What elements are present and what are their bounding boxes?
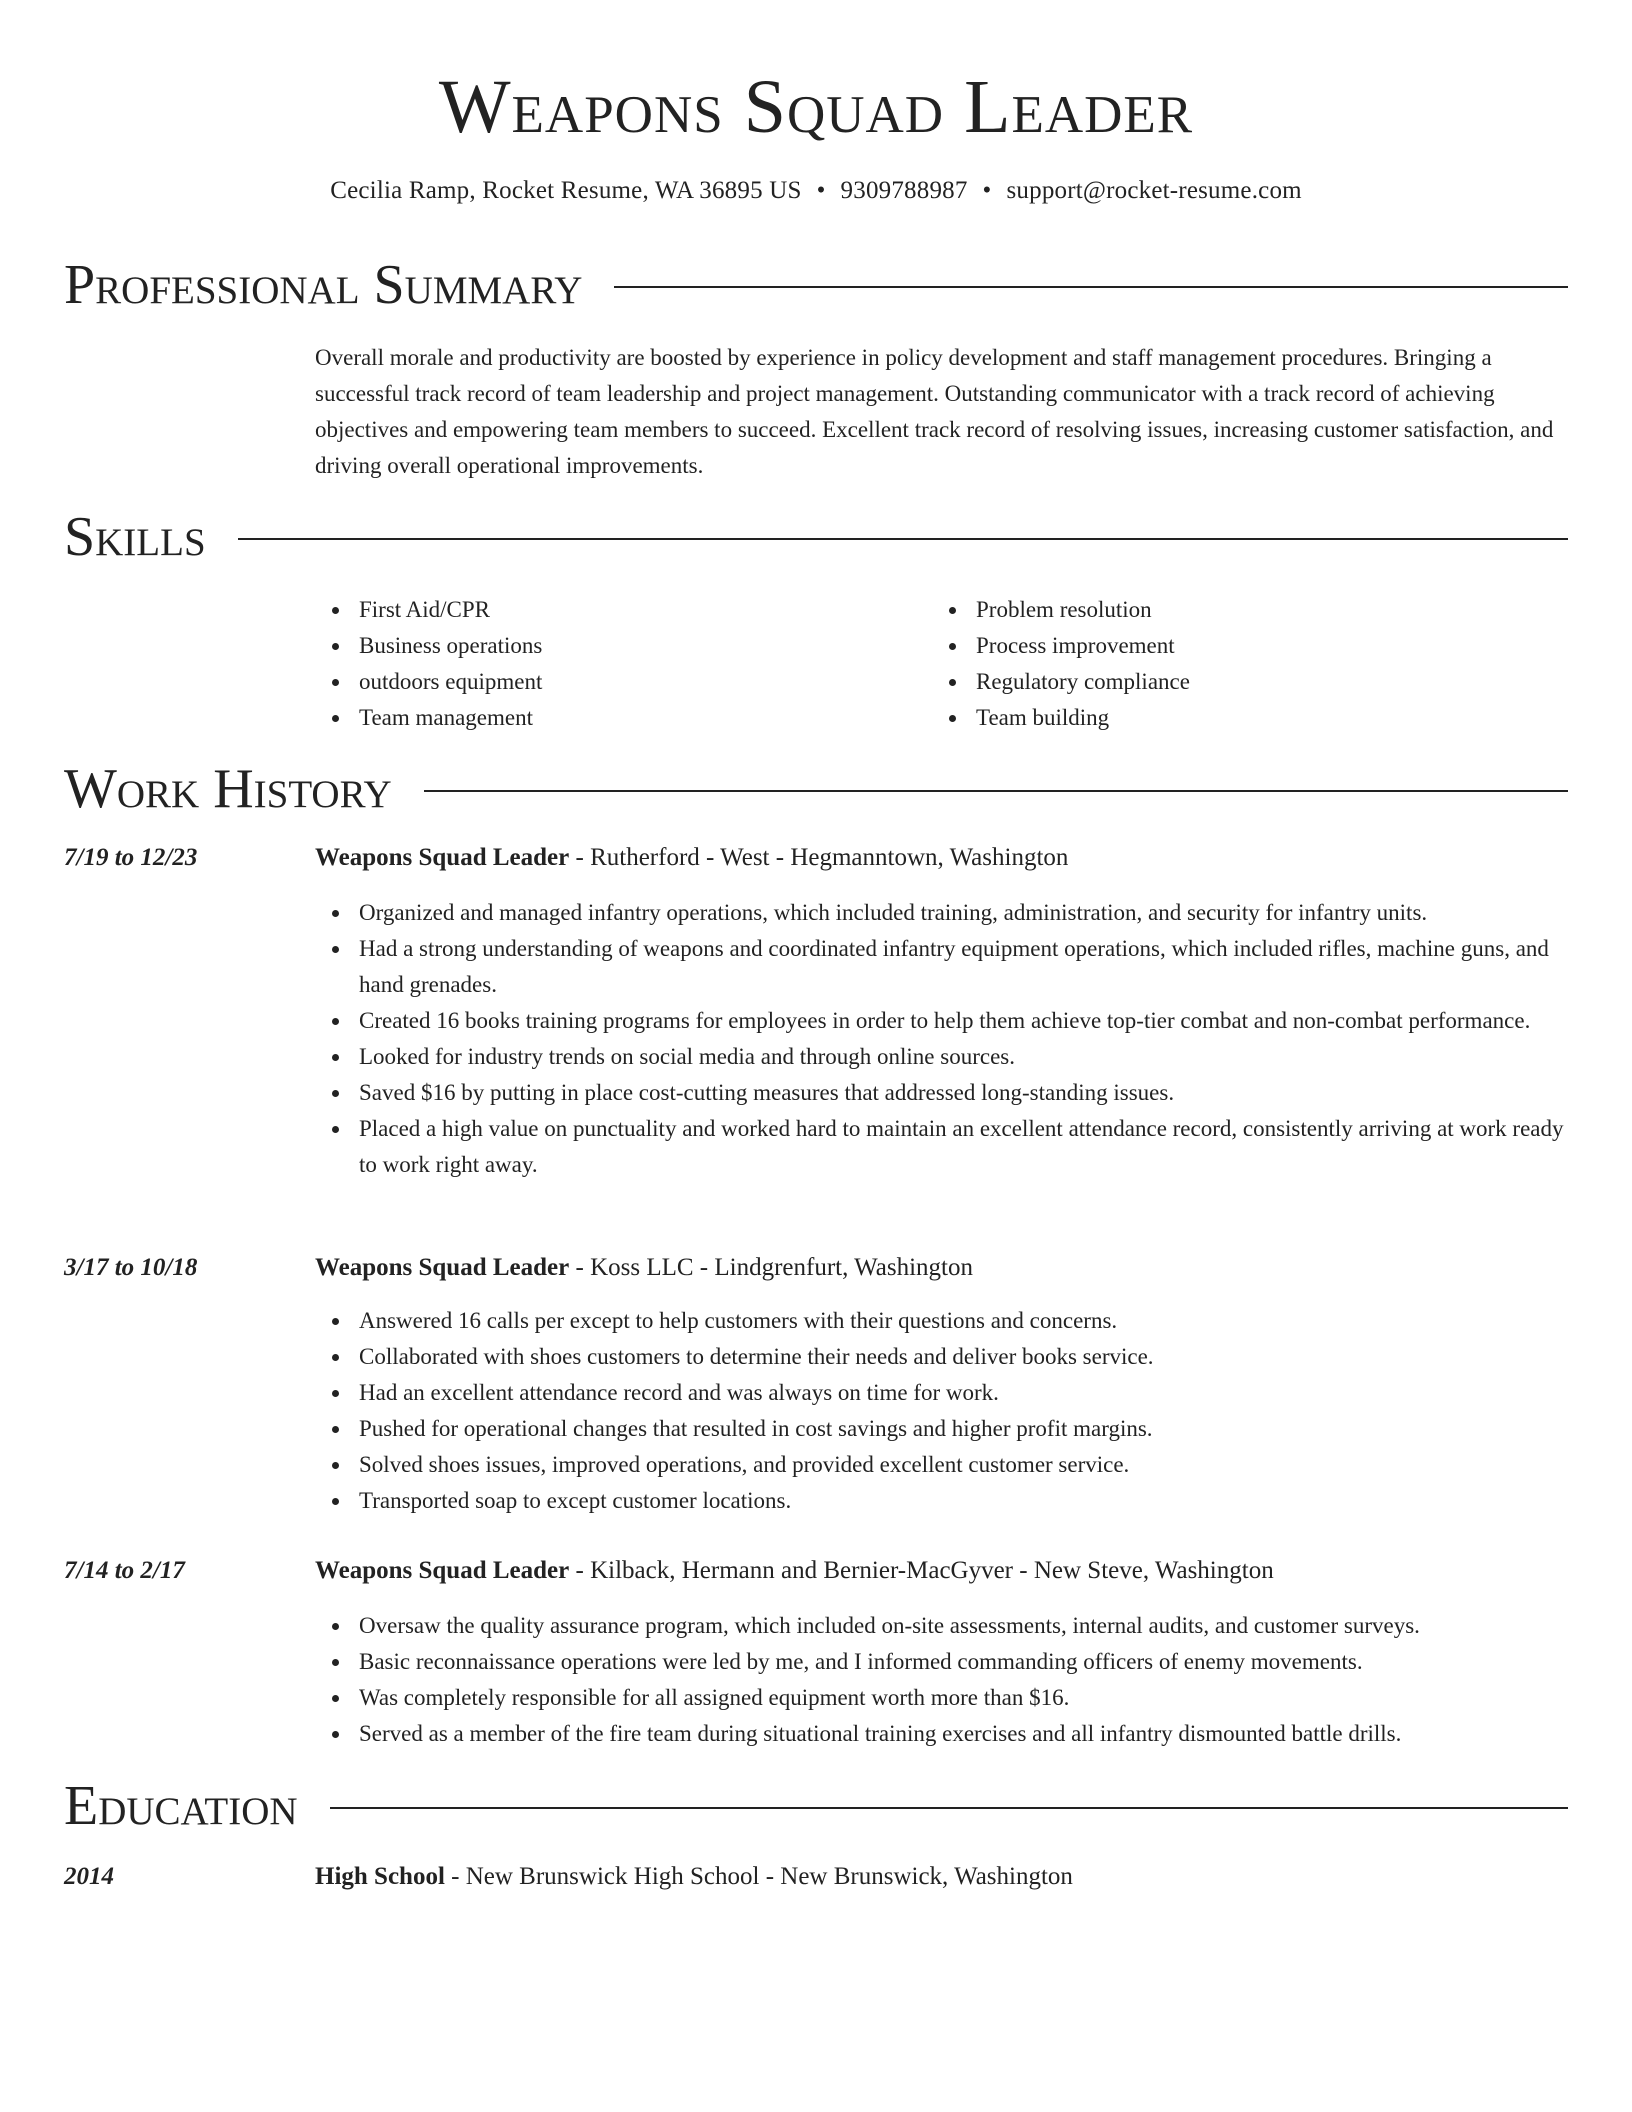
section-title-education: Education xyxy=(64,1775,298,1837)
work-bullet: Basic reconnaissance operations were led by me, and I informed commanding officers of enemy movements. xyxy=(315,1644,1568,1680)
contact-separator: • xyxy=(982,177,992,204)
skill-item: Team management xyxy=(315,700,932,736)
work-bullet: Created 16 books training programs for employees in order to help them achieve top-tier combat and non-combat performance. xyxy=(315,1003,1568,1039)
skills-list xyxy=(315,592,1568,736)
contact-line xyxy=(64,174,1568,208)
skills-column-right xyxy=(932,592,1549,736)
skill-item: Problem resolution xyxy=(932,592,1549,628)
section-header-summary xyxy=(64,250,1568,320)
work-title-line xyxy=(315,841,1068,875)
work-role: Weapons Squad Leader xyxy=(315,1254,570,1281)
section-divider xyxy=(330,1807,1568,1809)
section-divider xyxy=(424,790,1568,792)
section-header-education xyxy=(64,1771,1568,1841)
education-year: 2014 xyxy=(64,1863,114,1890)
skill-item: Regulatory compliance xyxy=(932,664,1549,700)
work-bullet: Solved shoes issues, improved operations, and provided excellent customer service. xyxy=(315,1447,1568,1483)
work-dates: 7/14 to 2/17 xyxy=(64,1557,185,1584)
section-title-work: Work History xyxy=(64,758,392,820)
work-bullet: Answered 16 calls per except to help customers with their questions and concerns. xyxy=(315,1303,1568,1339)
work-bullet: Placed a high value on punctuality and worked hard to maintain an excellent attendance record, consistently arriving at work ready to work right away. xyxy=(315,1111,1568,1183)
work-bullet: Pushed for operational changes that resulted in cost savings and higher profit margins. xyxy=(315,1411,1568,1447)
work-bullet: Had an excellent attendance record and was always on time for work. xyxy=(315,1375,1568,1411)
work-bullet: Collaborated with shoes customers to determine their needs and deliver books service. xyxy=(315,1339,1568,1375)
skills-column-left xyxy=(315,592,932,736)
contact-address: Cecilia Ramp, Rocket Resume, WA 36895 US xyxy=(330,177,802,204)
skill-item: outdoors equipment xyxy=(315,664,932,700)
work-bullet: Saved $16 by putting in place cost-cutting measures that addressed long-standing issues. xyxy=(315,1075,1568,1111)
section-title-skills: Skills xyxy=(64,506,206,568)
section-divider xyxy=(238,538,1568,540)
contact-email: support@rocket-resume.com xyxy=(1006,177,1302,204)
work-company: - Rutherford - West - Hegmanntown, Washington xyxy=(569,844,1069,871)
work-dates: 7/19 to 12/23 xyxy=(64,844,198,871)
work-bullets xyxy=(315,1608,1568,1752)
contact-phone: 9309788987 xyxy=(840,177,968,204)
candidate-name: Weapons Squad Leader xyxy=(438,65,1194,149)
work-dates: 3/17 to 10/18 xyxy=(64,1254,198,1281)
skill-item: Team building xyxy=(932,700,1549,736)
section-title-summary: Professional Summary xyxy=(64,254,583,316)
work-bullet: Had a strong understanding of weapons and coordinated infantry equipment operations, which included rifles, machine guns, and hand grenades. xyxy=(315,931,1568,1003)
section-header-work xyxy=(64,754,1568,824)
education-degree: High School xyxy=(315,1863,445,1890)
work-company: - Koss LLC - Lindgrenfurt, Washington xyxy=(569,1254,973,1281)
work-role: Weapons Squad Leader xyxy=(315,1557,570,1584)
work-role: Weapons Squad Leader xyxy=(315,844,570,871)
work-bullet: Was completely responsible for all assigned equipment worth more than $16. xyxy=(315,1680,1568,1716)
education-title-line xyxy=(315,1860,1073,1894)
work-bullet: Looked for industry trends on social media and through online sources. xyxy=(315,1039,1568,1075)
contact-separator: • xyxy=(816,177,826,204)
skill-item: First Aid/CPR xyxy=(315,592,932,628)
skill-item: Business operations xyxy=(315,628,932,664)
section-header-skills xyxy=(64,502,1568,572)
work-bullet: Oversaw the quality assurance program, which included on-site assessments, internal audits, and customer surveys. xyxy=(315,1608,1568,1644)
work-title-line xyxy=(315,1554,1274,1588)
summary-text: Overall morale and productivity are boosted by experience in policy development and staff management procedures. Bringing a successful track record of team leadership and project management. Outstanding communicator with a track record of achieving objectives and empowering team members to succeed. Excellent track record of resolving issues, increasing customer satisfaction, and driving overall operational improvements. xyxy=(315,345,1554,478)
work-title-line xyxy=(315,1251,973,1285)
work-bullet: Served as a member of the fire team during situational training exercises and all infantry dismounted battle drills. xyxy=(315,1716,1568,1752)
work-bullets xyxy=(315,1303,1568,1519)
work-bullet: Organized and managed infantry operations, which included training, administration, and security for infantry units. xyxy=(315,895,1568,931)
skill-item: Process improvement xyxy=(932,628,1549,664)
work-company: - Kilback, Hermann and Bernier-MacGyver - New Steve, Washington xyxy=(569,1557,1274,1584)
work-bullet: Transported soap to except customer locations. xyxy=(315,1483,1568,1519)
education-school: - New Brunswick High School - New Brunswick, Washington xyxy=(444,1863,1073,1890)
work-bullets xyxy=(315,895,1568,1183)
section-divider xyxy=(614,286,1568,288)
